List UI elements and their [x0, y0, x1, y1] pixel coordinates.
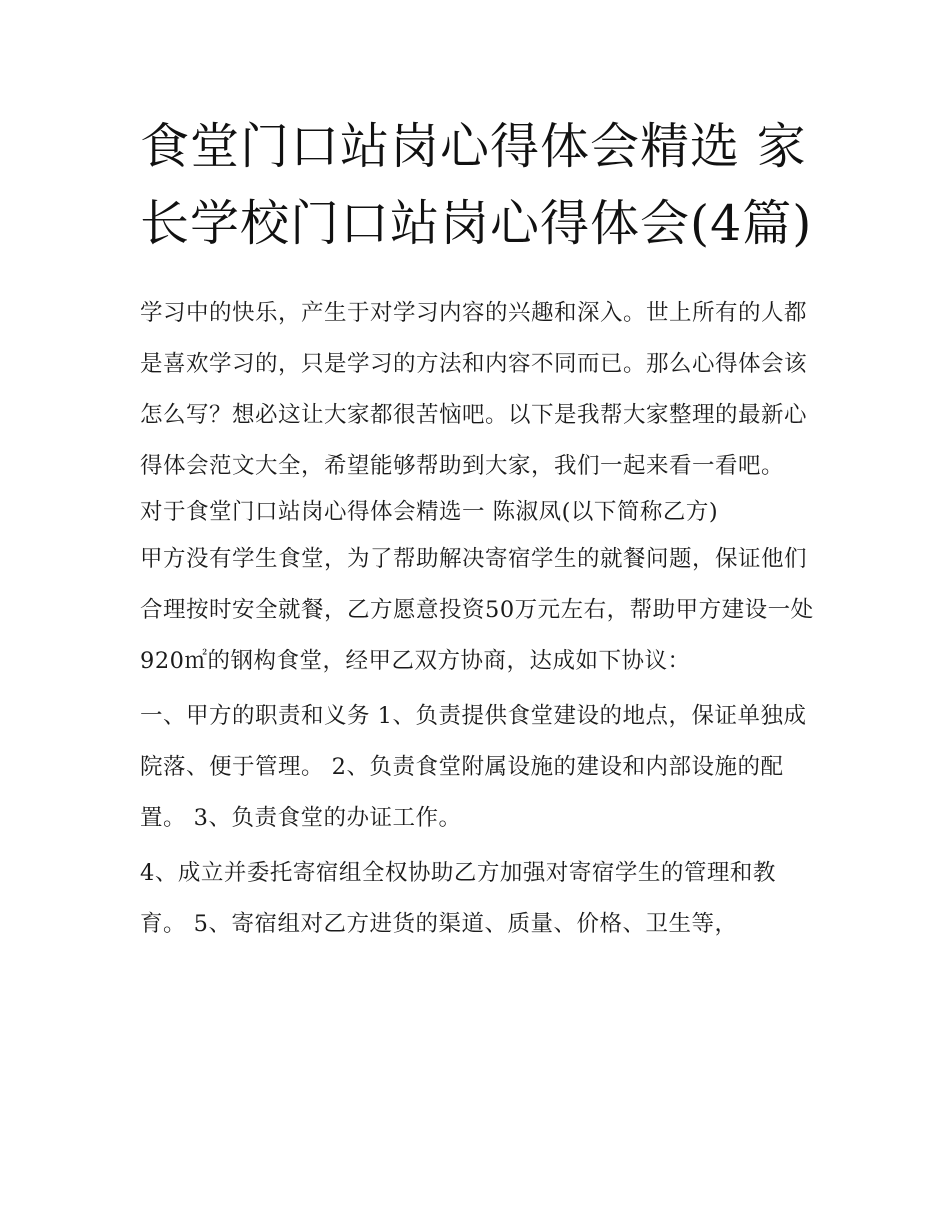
document-page — [140, 108, 820, 950]
document-title: 食堂门口站岗心得体会精选 家长学校门口站岗心得体会(4篇) — [140, 118, 813, 252]
section-heading: 对于食堂门口站岗心得体会精选一 陈淑凤(以下简称乙方) — [140, 499, 719, 525]
document-body — [140, 288, 820, 950]
agreement-paragraph: 甲方没有学生食堂，为了帮助解决寄宿学生的就餐问题，保证他们合理按时安全就餐，乙方愿意投资50万元左右，帮助甲方建设一处920㎡的钢构食堂，经甲乙双方协商，达成如下协议： — [140, 546, 814, 674]
party-a-duties-continued-paragraph: 4、成立并委托寄宿组全权协助乙方加强对寄宿学生的管理和教育。 5、寄宿组对乙方进货的渠道、质量、价格、卫生等， — [140, 860, 776, 937]
intro-paragraph: 学习中的快乐，产生于对学习内容的兴趣和深入。世上所有的人都是喜欢学习的，只是学习的方法和内容不同而已。那么心得体会该怎么写？想必这让大家都很苦恼吧。以下是我帮大家整理的最新心得体会范文大全，希望能够帮助到大家，我们一起来看一看吧。 — [140, 300, 808, 479]
party-a-duties-paragraph: 一、甲方的职责和义务 1、负责提供食堂建设的地点，保证单独成院落、便于管理。 2、负责食堂附属设施的建设和内部设施的配置。 3、负责食堂的办证工作。 — [140, 703, 807, 831]
